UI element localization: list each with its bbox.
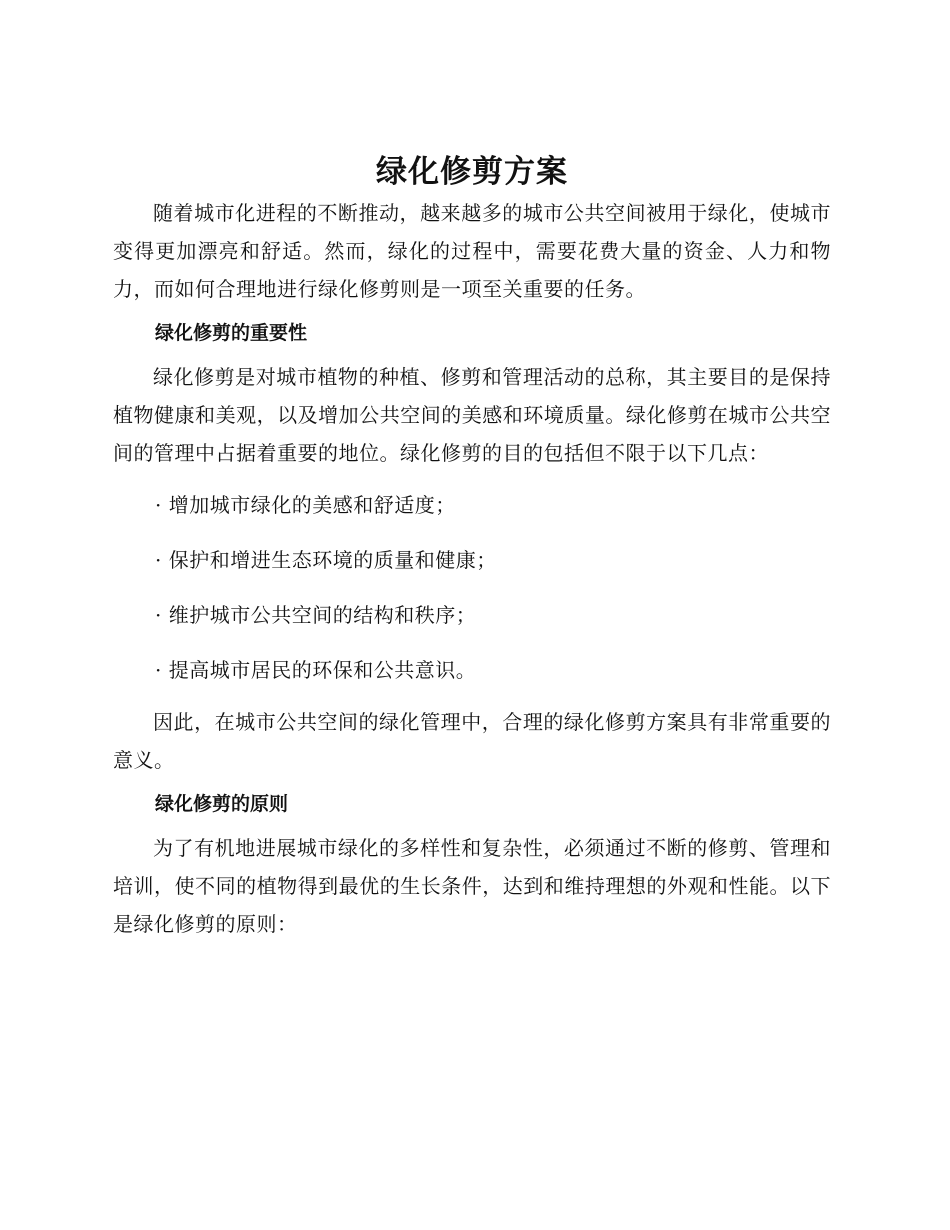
spacer (113, 819, 831, 829)
spacer (113, 472, 831, 490)
spacer (113, 779, 831, 789)
bullet-item: · 提高城市居民的环保和公共意识。 (155, 658, 477, 682)
spacer (113, 348, 831, 358)
spacer (113, 308, 831, 318)
bullet-item: · 维护城市公共空间的结构和秩序； (155, 603, 477, 627)
section-heading-importance: 绿化修剪的重要性 (155, 322, 308, 344)
spacer (113, 685, 831, 703)
bullet-item: · 增加城市绿化的美感和舒适度； (155, 493, 456, 517)
conclusion-paragraph: 因此，在城市公共空间的绿化管理中，合理的绿化修剪方案具有非常重要的意义。 (113, 710, 831, 772)
document-page (113, 150, 831, 943)
spacer (113, 520, 831, 545)
document-title: 绿化修剪方案 (376, 154, 568, 190)
spacer (113, 575, 831, 600)
importance-paragraph: 绿化修剪是对城市植物的种植、修剪和管理活动的总称，其主要目的是保持植物健康和美观，以及增加公共空间的美感和环境质量。绿化修剪在城市公共空间的管理中占据着重要的地位。绿化修剪的目的包括但不限于以下几点： (113, 365, 831, 465)
spacer (113, 630, 831, 655)
section-heading-principles: 绿化修剪的原则 (155, 793, 289, 815)
bullet-item: · 保护和增进生态环境的质量和健康； (155, 548, 497, 572)
principles-paragraph: 为了有机地进展城市绿化的多样性和复杂性，必须通过不断的修剪、管理和培训，使不同的植物得到最优的生长条件，达到和维持理想的外观和性能。以下是绿化修剪的原则： (113, 836, 831, 936)
intro-paragraph: 随着城市化进程的不断推动，越来越多的城市公共空间被用于绿化，使城市变得更加漂亮和舒适。然而，绿化的过程中，需要花费大量的资金、人力和物力，而如何合理地进行绿化修剪则是一项至关重要的任务。 (113, 201, 831, 301)
